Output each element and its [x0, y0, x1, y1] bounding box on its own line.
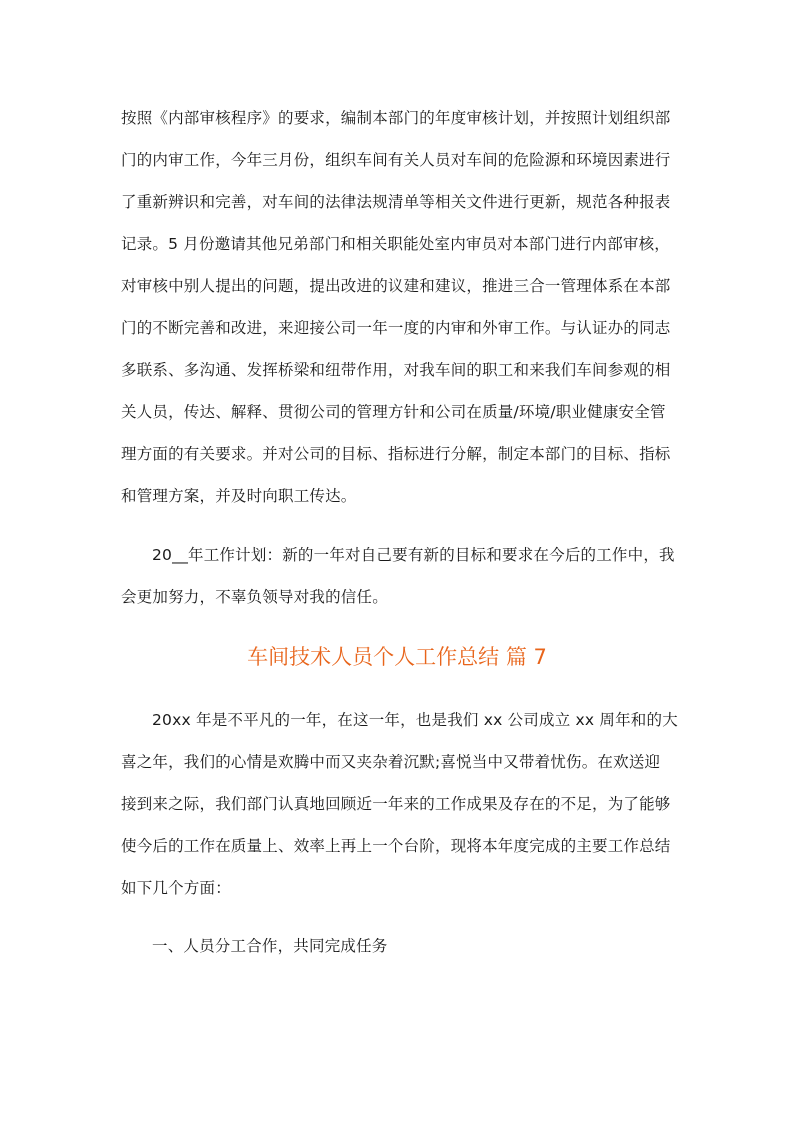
paragraph-3-line-3: 接到来之际，我们部门认真地回顾近一年来的工作成果及存在的不足，为了能够	[121, 795, 671, 813]
section-title: 车间技术人员个人工作总结 篇 7	[247, 645, 547, 669]
paragraph-1-line-6: 门的不断完善和改进，来迎接公司一年一度的内审和外审工作。与认证办的同志	[121, 319, 671, 337]
paragraph-2-line-1: 20__年工作计划：新的一年对自己要有新的目标和要求在今后的工作中，我	[152, 546, 675, 564]
paragraph-1-line-2: 门的内审工作，今年三月份，组织车间有关人员对车间的危险源和环境因素进行	[121, 151, 671, 169]
paragraph-1-line-1: 按照《内部审核程序》的要求，编制本部门的年度审核计划，并按照计划组织部	[121, 109, 671, 127]
paragraph-3-line-1: 20xx 年是不平凡的一年，在这一年，也是我们 xx 公司成立 xx 周年和的大	[152, 711, 678, 729]
paragraph-3-line-5: 如下几个方面：	[121, 879, 231, 897]
paragraph-1-line-10: 和管理方案，并及时向职工传达。	[121, 487, 357, 505]
paragraph-1-line-3: 了重新辨识和完善，对车间的法律法规清单等相关文件进行更新，规范各种报表	[121, 193, 671, 211]
paragraph-1-line-9: 理方面的有关要求。并对公司的目标、指标进行分解，制定本部门的目标、指标	[121, 445, 671, 463]
paragraph-1-line-8: 关人员，传达、解释、贯彻公司的管理方针和公司在质量/环境/职业健康安全管	[121, 403, 666, 421]
paragraph-3-line-4: 使今后的工作在质量上、效率上再上一个台阶，现将本年度完成的主要工作总结	[121, 837, 671, 855]
paragraph-2-line-2: 会更加努力，不辜负领导对我的信任。	[121, 588, 388, 606]
paragraph-1-line-4: 记录。5 月份邀请其他兄弟部门和相关职能处室内审员对本部门进行内部审核，	[121, 235, 670, 253]
heading-1: 一、人员分工合作，共同完成任务	[152, 937, 388, 955]
paragraph-3-line-2: 喜之年，我们的心情是欢腾中而又夹杂着沉默;喜悦当中又带着忧伤。在欢送迎	[121, 753, 661, 771]
paragraph-1-line-7: 多联系、多沟通、发挥桥梁和纽带作用，对我车间的职工和来我们车间参观的相	[121, 361, 671, 379]
paragraph-1-line-5: 对审核中别人提出的问题，提出改进的议建和建议，推进三合一管理体系在本部	[121, 277, 671, 295]
